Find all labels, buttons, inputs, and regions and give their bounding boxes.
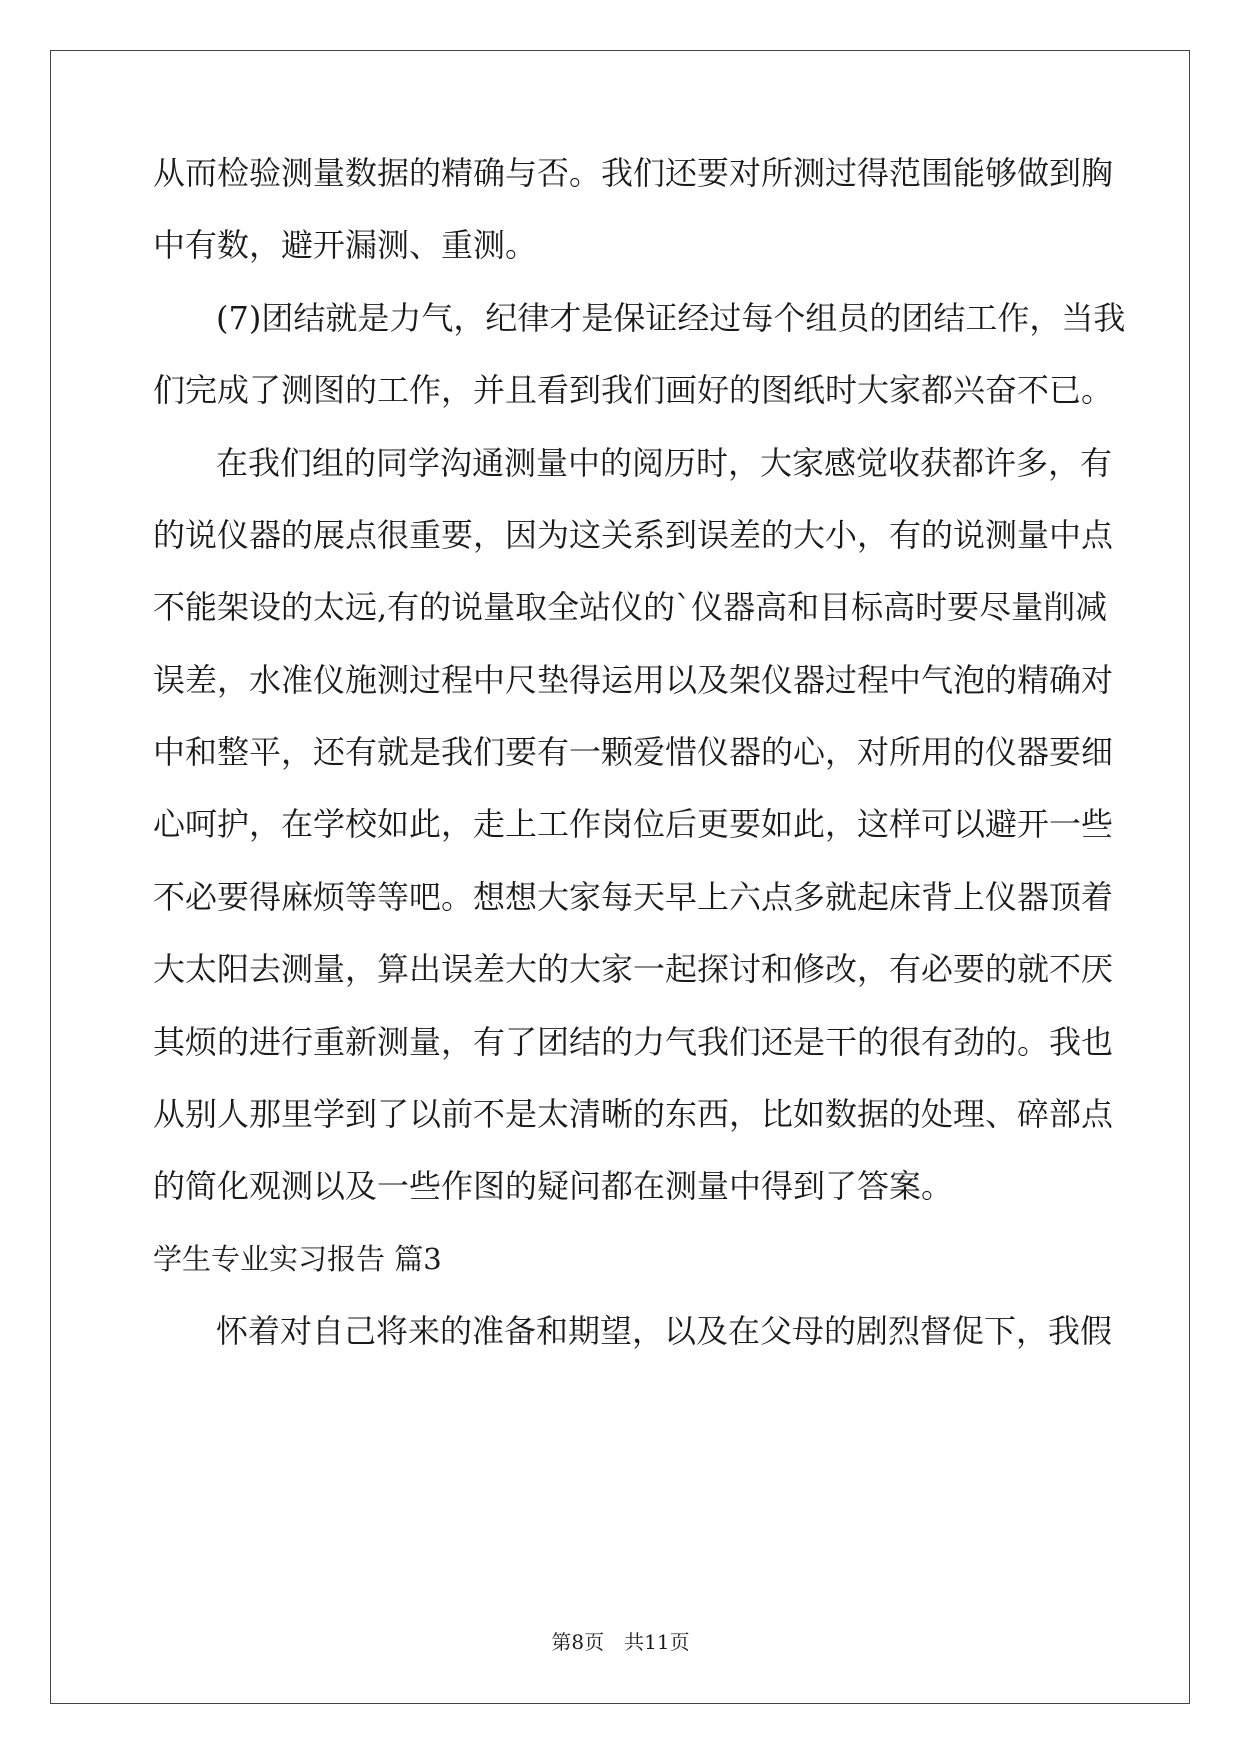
section-heading: 学生专业实习报告 篇3: [153, 1242, 442, 1276]
body-text-line: 心呵护，在学校如此，走上工作岗位后更要如此，这样可以避开一些: [153, 805, 1114, 843]
body-text-line: 的说仪器的展点很重要，因为这关系到误差的大小，有的说测量中点: [153, 516, 1114, 554]
body-text-line: 误差，水准仪施测过程中尺垫得运用以及架仪器过程中气泡的精确对: [153, 661, 1114, 699]
body-text-line: (7)团结就是力气，纪律才是保证经过每个组员的团结工作，当我: [216, 299, 1126, 337]
body-text-line: 在我们组的同学沟通测量中的阅历时，大家感觉收获都许多，有: [216, 444, 1113, 482]
body-text-line: 怀着对自己将来的准备和期望，以及在父母的剧烈督促下，我假: [216, 1312, 1113, 1350]
body-text-line: 从别人那里学到了以前不是太清晰的东西，比如数据的处理、碎部点: [153, 1095, 1114, 1133]
body-text-line: 中和整平，还有就是我们要有一颗爱惜仪器的心，对所用的仪器要细: [153, 733, 1114, 771]
body-text-line: 不能架设的太远,有的说量取全站仪的`仪器高和目标高时要尽量削减: [153, 588, 1108, 626]
body-text-line: 大太阳去测量，算出误差大的大家一起探讨和修改，有必要的就不厌: [153, 950, 1114, 988]
body-text-line: 的简化观测以及一些作图的疑问都在测量中得到了答案。: [153, 1167, 954, 1205]
body-text-line: 从而检验测量数据的精确与否。我们还要对所测过得范围能够做到胸: [153, 154, 1114, 192]
page-number-footer: 第8页 共11页: [551, 1630, 690, 1654]
body-text-line: 中有数，避开漏测、重测。: [153, 226, 538, 264]
body-text-line: 们完成了测图的工作，并且看到我们画好的图纸时大家都兴奋不已。: [153, 371, 1114, 409]
body-text-line: 不必要得麻烦等等吧。想想大家每天早上六点多就起床背上仪器顶着: [153, 878, 1114, 916]
body-text-line: 其烦的进行重新测量，有了团结的力气我们还是干的很有劲的。我也: [153, 1023, 1114, 1061]
